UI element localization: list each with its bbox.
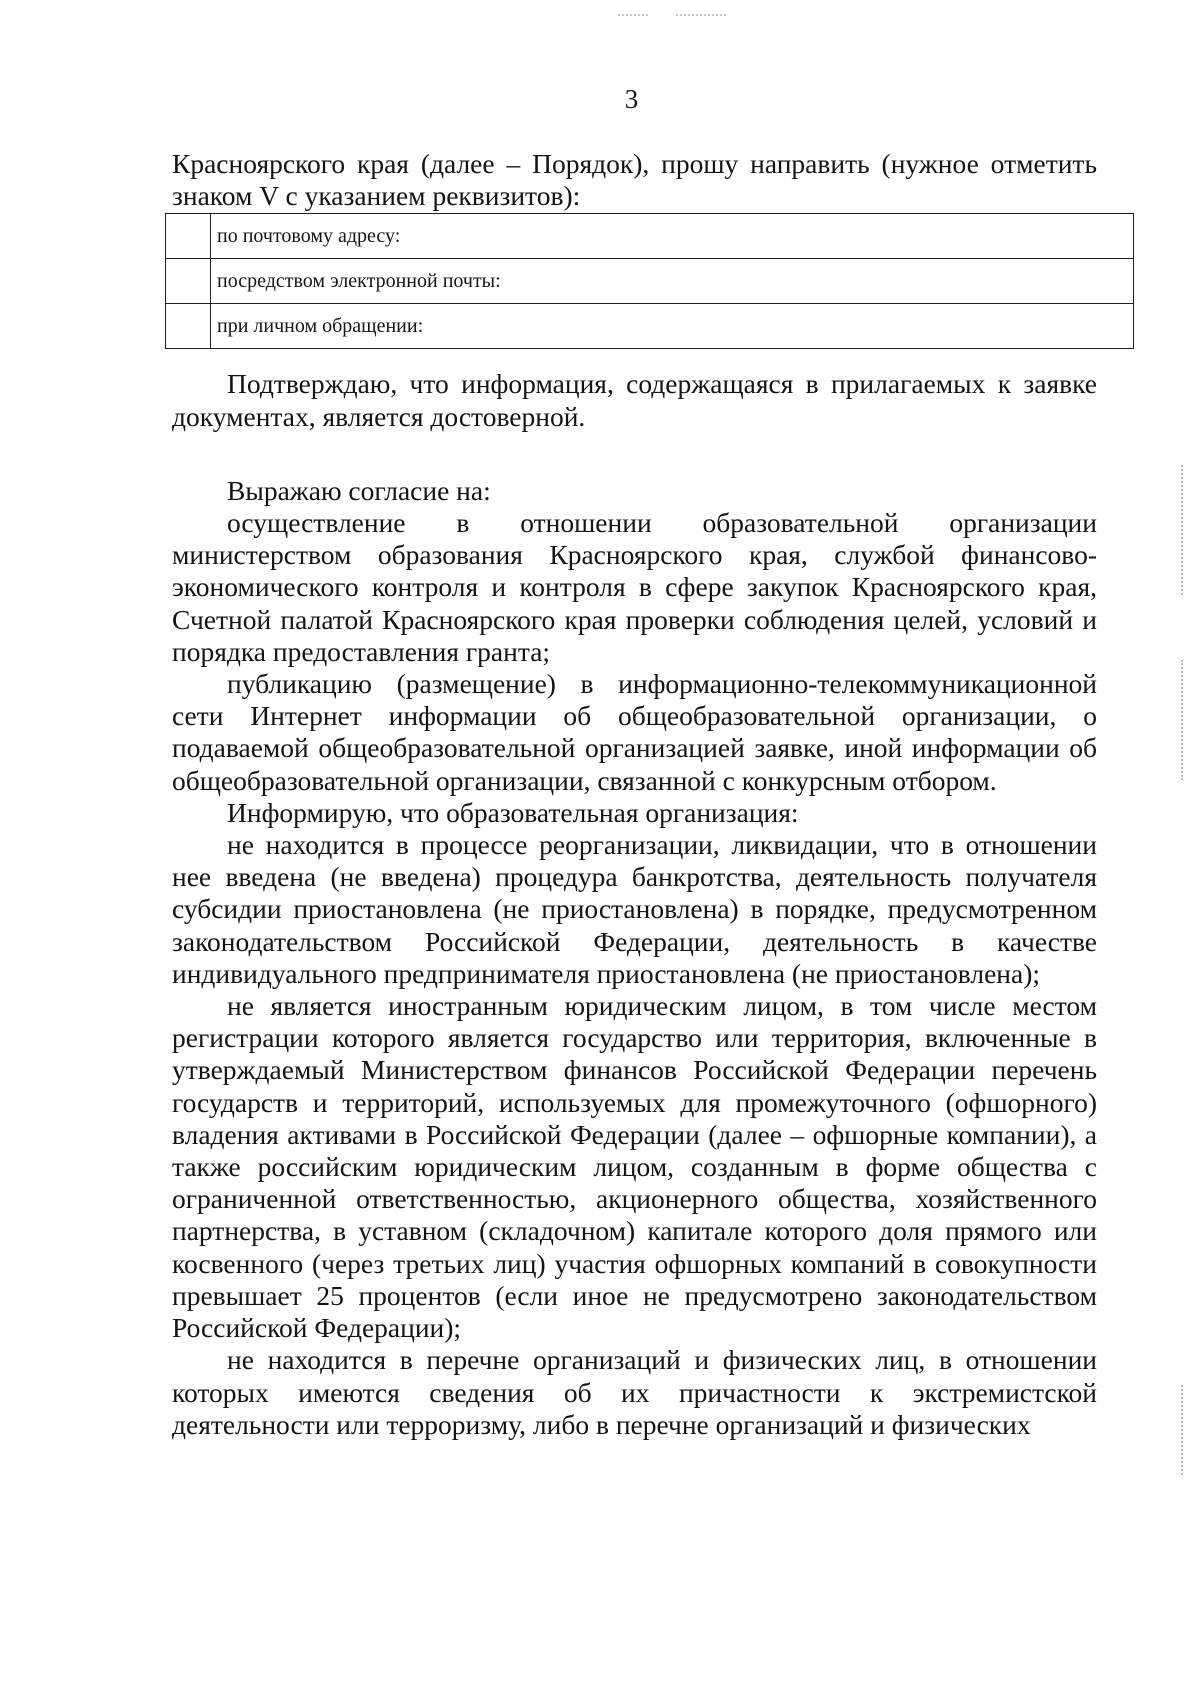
- scan-dotted-mark-2: [1181, 660, 1183, 780]
- paragraph-gap: [172, 433, 1097, 475]
- consent-item-publication: публикацию (размещение) в информационно-телекоммуникационной сети Интернет информации об общеобразовательной организации, о подаваемой общеобразовательной организацией заявке, иной информации об общеобразовательной организации, связанной с конкурсным отбором.: [172, 668, 1097, 796]
- consent-item-inspection: осуществление в отношении образовательной организации министерством образования Красноярского края, службой финансово-экономического контроля и контроля в сфере закупок Красноярского края, Счетной палатой Красноярского края проверки соблюдения целей, условий и порядка предоставления гранта;: [172, 507, 1097, 667]
- in-person-checkbox[interactable]: [166, 304, 211, 349]
- scan-dotted-mark-3: [1181, 1385, 1183, 1475]
- inform-heading: Информирую, что образовательная организация:: [227, 796, 799, 828]
- delivery-option-row: [166, 259, 1134, 304]
- delivery-option-row: [166, 304, 1134, 349]
- intro-line-2: знаком V с указанием реквизитов):: [172, 180, 581, 212]
- consent-heading: Выражаю согласие на:: [227, 474, 491, 506]
- email-checkbox[interactable]: [166, 259, 211, 304]
- intro-line-1: Красноярского края (далее – Порядок), прошу направить (нужное отметить: [172, 148, 1097, 179]
- postal-option-label: по почтовому адресу:: [211, 214, 1134, 259]
- confirmation-paragraph: Подтверждаю, что информация, содержащаяся в прилагаемых к заявке документах, является достоверной.: [172, 368, 1097, 432]
- scan-crop-mark-2: [676, 14, 726, 16]
- scan-crop-mark-1: [618, 14, 648, 16]
- inform-item-extremism: не находится в перечне организаций и физических лиц, в отношении которых имеются сведения об их причастности к экстремистской деятельности или терроризму, либо в перечне организаций и физических: [172, 1344, 1097, 1440]
- delivery-options-table: [165, 213, 1134, 349]
- inform-item-reorganization: не находится в процессе реорганизации, ликвидации, что в отношении нее введена (не введена) процедура банкротства, деятельность получателя субсидии приостановлена (не приостановлена) в порядке, предусмотренном законодательством Российской Федерации, деятельность в качестве индивидуального предпринимателя приостановлена (не приостановлена);: [172, 829, 1097, 989]
- inform-item-offshore: не является иностранным юридическим лицом, в том числе местом регистрации которого является государство или территория, включенные в утверждаемый Министерством финансов Российской Федерации перечень государств и территорий, используемых для промежуточного (офшорного) владения активами в Российской Федерации (далее – офшорные компании), а также российским юридическим лицом, созданным в форме общества с ограниченной ответственностью, акционерного общества, хозяйственного партнерства, в уставном (складочном) капитале которого доля прямого или косвенного (через третьих лиц) участия офшорных компаний в совокупности превышает 25 процентов (если иное не предусмотрено законодательством Российской Федерации);: [172, 990, 1097, 1344]
- delivery-option-row: [166, 214, 1134, 259]
- scan-dotted-mark-1: [1181, 465, 1183, 595]
- email-option-label: посредством электронной почты:: [211, 259, 1134, 304]
- postal-checkbox[interactable]: [166, 214, 211, 259]
- in-person-option-label: при личном обращении:: [211, 304, 1134, 349]
- intro-paragraph: [172, 148, 1097, 212]
- page-number: 3: [624, 84, 639, 114]
